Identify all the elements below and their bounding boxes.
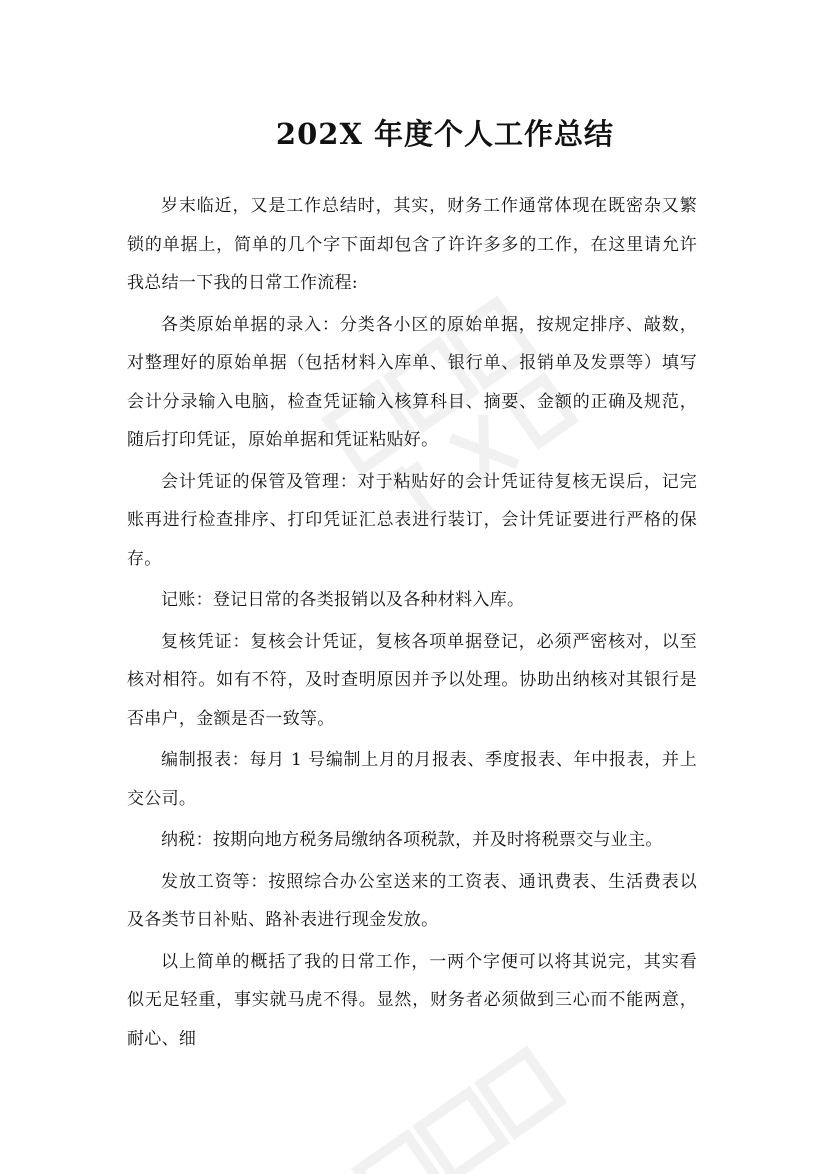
paragraph-bookkeeping: 记账：登记日常的各类报销以及各种材料入库。 <box>161 590 525 610</box>
paragraph-payroll: 发放工资等：按照综合办公室送来的工资表、通讯费表、生活费表以及各类节日补贴、路补表进行现金发放。 <box>127 871 697 930</box>
paragraph-voucher-management: 会计凭证的保管及管理：对于粘贴好的会计凭证待复核无误后，记完账再进行检查排序、打印凭证汇总表进行装订，会计凭证要进行严格的保存。 <box>127 471 697 569</box>
paragraph-entry: 各类原始单据的录入：分类各小区的原始单据，按规定排序、敲数，对整理好的原始单据（包括材料入库单、银行单、报销单及发票等）填写会计分录输入电脑，检查凭证输入核算科目、摘要、金额的正确及规范，随后打印凭证，原始单据和凭证粘贴好。 <box>127 314 697 450</box>
paragraph-summary: 以上简单的概括了我的日常工作，一两个字便可以将其说完，其实看似无足轻重，事实就马虎不得。显然，财务者必须做到三心而不能两意，耐心、细 <box>127 951 697 1049</box>
paragraph-review: 复核凭证：复核会计凭证，复核各项单据登记，必须严密核对，以至核对相符。如有不符，及时查明原因并予以处理。协助出纳核对其银行是否串户，金额是否一致等。 <box>127 631 697 729</box>
document-title: 202X 年度个人工作总结 <box>275 117 615 151</box>
paragraph-tax: 纳税：按期向地方税务局缴纳各项税款，并及时将税票交与业主。 <box>161 830 663 850</box>
paragraph-intro: 岁末临近，又是工作总结时，其实，财务工作通常体现在既密杂又繁锁的单据上，简单的几个字下面却包含了许许多多的工作，在这里请允许我总结一下我的日常工作流程: <box>127 196 697 293</box>
document-body <box>127 187 697 1061</box>
paragraph-reports: 编制报表：每月 1 号编制上月的月报表、季度报表、年中报表，并上交公司。 <box>127 750 697 809</box>
